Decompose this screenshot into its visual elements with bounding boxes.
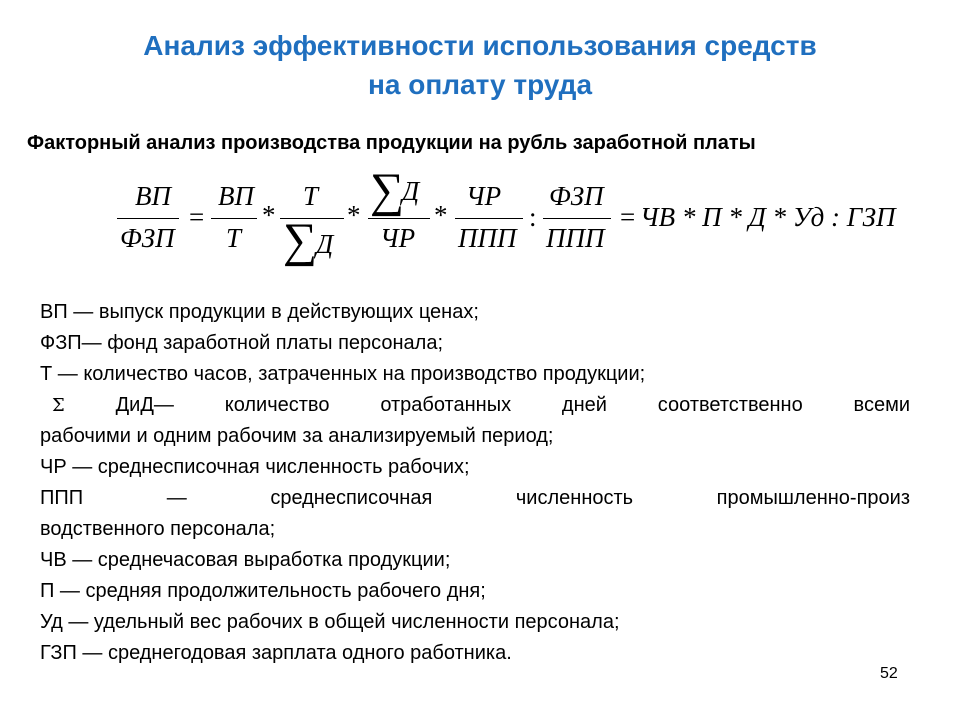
formula-num-chr: ЧР <box>466 181 502 211</box>
formula-den-d: Д <box>316 229 334 259</box>
sum-symbol: ∑ <box>283 214 318 267</box>
definition-text: ДиД— количество отработанных дней соответственно всеми <box>115 394 910 416</box>
formula-num-vp-2: ВП <box>218 181 254 211</box>
formula-den-chr: ЧР <box>380 223 416 253</box>
fraction-bar <box>117 218 179 219</box>
fraction-bar <box>455 218 523 219</box>
title-line-1: Анализ эффективности использования средств <box>143 30 817 61</box>
fraction-bar <box>543 218 611 219</box>
formula-den-fzp: ФЗП <box>120 223 175 253</box>
formula-num-t: Т <box>303 181 319 211</box>
definition-item: ЧВ — среднечасовая выработка продукции; <box>40 549 451 571</box>
definition-item: ГЗП — среднегодовая зарплата одного работника. <box>40 642 512 664</box>
definitions-list <box>40 297 910 669</box>
title-line-2: на оплату труда <box>367 69 593 100</box>
formula-mul: * <box>434 200 448 230</box>
formula-rhs: ЧВ * П * Д * Уд : ГЗП <box>640 202 896 232</box>
formula-den-t: Т <box>226 223 242 253</box>
formula-mul: * <box>347 200 361 230</box>
definition-item: П — средняя продолжительность рабочего дня; <box>40 580 486 602</box>
fraction-bar <box>211 218 257 219</box>
definition-item: Т — количество часов, затраченных на производство продукции; <box>40 363 646 385</box>
formula <box>0 0 960 300</box>
definition-item: ППП — среднесписочная численность промышленно-произ <box>40 487 910 509</box>
definition-item <box>40 390 910 421</box>
definition-item: ЧР — среднесписочная численность рабочих; <box>40 456 470 478</box>
formula-num-vp: ВП <box>135 181 171 211</box>
fraction-bar <box>368 218 430 219</box>
definition-item: рабочими и одним рабочим за анализируемый период; <box>40 425 554 447</box>
formula-num-d: Д <box>402 176 420 206</box>
formula-den-ppp-2: ППП <box>546 223 605 253</box>
formula-equals: = <box>189 202 205 232</box>
formula-num-fzp: ФЗП <box>549 181 604 211</box>
formula-equals: = <box>620 202 636 232</box>
formula-divide: : <box>529 202 537 232</box>
definition-item: Уд — удельный вес рабочих в общей численности персонала; <box>40 611 620 633</box>
sum-icon: Σ <box>52 395 65 416</box>
definition-item: ФЗП— фонд заработной платы персонала; <box>40 332 444 354</box>
page-number: 52 <box>880 665 898 682</box>
subtitle: Факторный анализ производства продукции на рубль заработной платы <box>27 132 756 154</box>
definition-item: ВП — выпуск продукции в действующих ценах; <box>40 301 479 323</box>
definition-item: водственного персонала; <box>40 518 276 540</box>
formula-mul: * <box>262 200 276 230</box>
formula-den-ppp: ППП <box>458 223 517 253</box>
sum-symbol: ∑ <box>370 164 405 217</box>
